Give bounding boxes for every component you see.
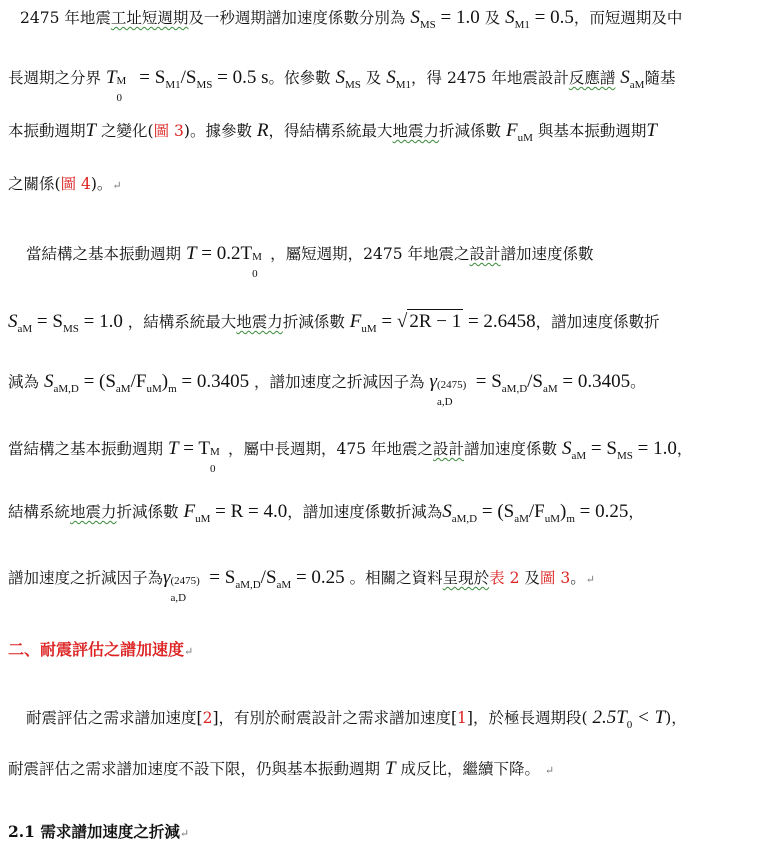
table-2-link[interactable]: 表 2 (489, 569, 520, 587)
para3-line3: 譜加速度之折減因子為γ (2475) a,D = $S_{aM,D}/S_{aM} = 0.25$ 。相關之資料呈現於表 2 及圖 3。↵ (8, 567, 595, 604)
figure-3-link-2[interactable]: 圖 3 (539, 569, 571, 587)
figure-3-link[interactable]: 圖 3 (153, 122, 184, 140)
section-heading-2: 二、耐震評估之譜加速度↵ (8, 640, 194, 659)
figure-4-link[interactable]: 圖 4 (60, 175, 91, 193)
para1-line4: 之關係(圖 4)。↵ (8, 175, 122, 193)
reference-2-link[interactable]: 2 (202, 709, 213, 727)
para3-line2: 結構系統地震力折減係數 $F_{uM} = R = 4.0$，譜加速度係數折減為$S_{aM,D} = (S_{aM}/F_{uM})_m = 0.25$， (8, 501, 644, 525)
para4-line2: 耐震評估之需求譜加速度不設下限，仍與基本振動週期 T 成反比，繼續下降。 ↵ (8, 758, 555, 779)
para1-line3: 本振動週期T 之變化(圖 3)。據參數 R，得結構系統最大地震力折減係數 $F_{uM}$ 與基本振動週期T (8, 120, 657, 144)
para2-line3: 減為 $S_{aM,D} = (S_{aM}/F_{uM})_m = 0.3405$ ，譜加速度之折減因子為 γ (2475) a,D = $S_{aM,D}/S_{aM} = 0.3405$。 (8, 371, 646, 408)
para2-line1: 當結構之基本振動週期 T = 0.2T M 0 ，屬短週期，2475 年地震之設計譜加速度係數 (26, 243, 594, 280)
para2-line2: $S_{aM} = S_{MS} = 1.0$ ，結構系統最大地震力折減係數 $F_{uM}$ = √ 2R − 1 = 2.6458，譜加速度係數折 (8, 311, 660, 335)
reference-1-link[interactable]: 1 (457, 709, 467, 727)
section-heading-2-1: 2.1 需求譜加速度之折減↵ (8, 822, 190, 841)
para3-line1: 當結構之基本振動週期 T = T M 0 ，屬中長週期，475 年地震之設計譜加速度係數 $S_{aM} = S_{MS} = 1.0$， (8, 438, 693, 475)
para1-line2: 長週期之分界 T M 0 = $S_{M1}/S_{MS} = 0.5$ s。依參數 $S_{MS}$ 及 $S_{M1}$，得 2475 年地震設計反應譜 $S_{aM}$隨基 (8, 67, 676, 104)
para4-line1: 耐震評估之需求譜加速度[2]，有別於耐震設計之需求譜加速度[1]，於極長週期段( $2.5T_0 < T$)， (26, 707, 687, 731)
para1-line1: 2475 年地震工址短週期及一秒週期譜加速度係數分別為 $S_{MS} = 1.0$ 及 $S_{M1} = 0.5$，而短週期及中 (20, 7, 683, 31)
